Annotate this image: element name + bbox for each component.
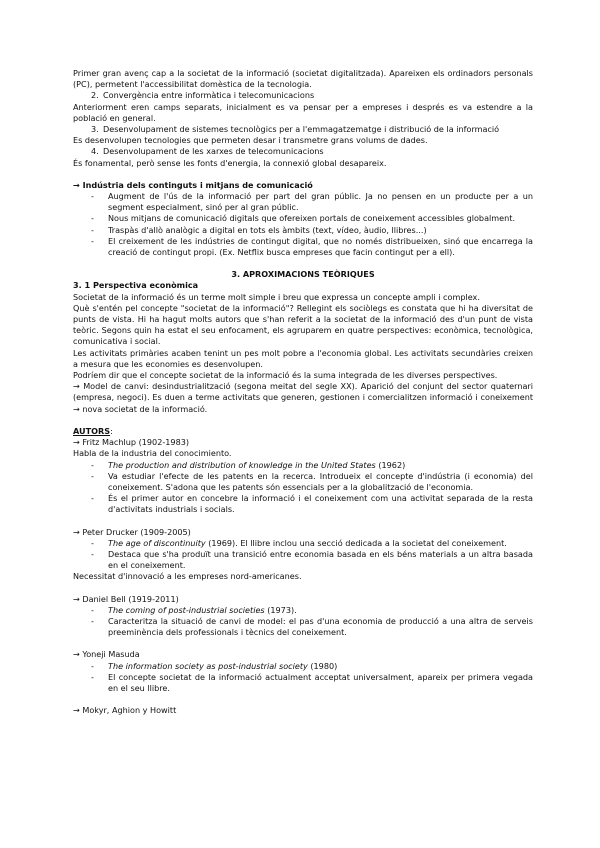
bullet-text: Traspàs d'allò analògic a digital en tots els àmbits (text, vídeo, àudio, llibres...) xyxy=(108,224,427,235)
bullet-item xyxy=(73,672,533,694)
document-page xyxy=(73,68,533,716)
item-text: Desenvolupament de sistemes tecnològics per a l'emmagatzematge i distribució de la informació xyxy=(103,124,500,135)
spacer xyxy=(73,516,533,527)
spacer xyxy=(73,638,533,649)
bullet-dash: - xyxy=(91,660,94,671)
bullet-text: Va estudiar l'efecte de les patents en la recerca. Introdueix el concepte d'indústria (i economia) del coneixement. S'adona que les patents són essencials per a la globalització de l'economia. xyxy=(108,470,533,492)
autors-colon: : xyxy=(110,425,113,436)
author-line: Habla de la industria del conocimiento. xyxy=(73,448,232,459)
spacer xyxy=(73,583,533,594)
book-year: (1962) xyxy=(375,459,406,470)
item-text: Convergència entre informàtica i telecomunicacions xyxy=(103,90,315,101)
bullet-text: Destaca que s'ha produït una transició entre economia basada en els béns materials a un altra basada en el coneixement. xyxy=(108,548,533,571)
author-name: → Daniel Bell (1919-2011) xyxy=(73,593,179,604)
bullet-item xyxy=(73,236,533,258)
section-paragraph: → Model de canvi: desindustrialització (segona meitat del segle XX). Aparició del conjunt del sector quaternari (empresa, negoci). Es duen a terme activitats que generen, gestionen i comercialitzen informació i coneixement → nova societat de la informació. xyxy=(73,381,533,414)
spacer xyxy=(73,258,533,269)
bullet-item xyxy=(73,605,533,616)
numbered-item-2 xyxy=(73,90,533,101)
spacer xyxy=(73,694,533,705)
book-title: The age of discontinuity xyxy=(108,537,206,548)
bullet-item xyxy=(73,471,533,493)
book-year: (1973). xyxy=(264,604,297,615)
spacer xyxy=(73,169,533,180)
bullet-dash: - xyxy=(91,615,94,626)
item-number: 3. xyxy=(91,124,99,135)
bullet-item xyxy=(73,493,533,515)
bullet-dash: - xyxy=(91,537,94,548)
spacer xyxy=(73,415,533,426)
bullet-dash: - xyxy=(91,671,94,682)
intro-paragraph-4: És fonamental, però sense les fonts d'energia, la connexió global desapareix. xyxy=(73,157,387,168)
bullet-text: El creixement de les indústries de contingut digital, que no només distribueixen, sinó que encarrega la creació de contingut propi. (Ex. Netflix busca empreses que facin contingut per a ell). xyxy=(108,235,533,258)
book-title: The production and distribution of knowledge in the United States xyxy=(108,459,376,470)
bullet-item xyxy=(73,191,533,213)
section-paragraph: Podríem dir que el concepte societat de la informació és la suma integrada de les diverses perspectives. xyxy=(73,370,498,381)
author-name: → Mokyr, Aghion y Howitt xyxy=(73,705,177,716)
numbered-item-3 xyxy=(73,124,533,135)
autors-label: AUTORS xyxy=(73,425,111,436)
item-number: 4. xyxy=(91,146,99,157)
section-paragraph: Què s'entén pel concepte "societat de la informació"? Rellegint els sociòlegs es constata que hi ha diversitat de punts de vista. Hi ha hagut molts autors que s'han referit a la societat de la informació des d'un punt de vista teòric. Segons quin ha estat el seu enfocament, els agruparem en quatre perspectives: econòmica, tecnològica, comunicativa i social. xyxy=(73,302,533,347)
numbered-item-4 xyxy=(73,146,533,157)
intro-paragraph-3: Es desenvolupen tecnologies que permeten desar i transmetre grans volums de dades. xyxy=(73,135,428,146)
section-paragraph: Les activitats primàries acaben tenint un pes molt pobre a l'economia global. Les activitats secundàries creixen a mesura que les economies es desenvolupen. xyxy=(73,347,533,369)
author-name: → Fritz Machlup (1902-1983) xyxy=(73,437,190,448)
book-title: The coming of post-industrial societies xyxy=(108,604,265,615)
bullet-item xyxy=(73,549,533,571)
autors-heading xyxy=(73,426,533,437)
bullet-item xyxy=(73,213,533,224)
bullet-item xyxy=(73,538,533,549)
section-subtitle: 3. 1 Perspectiva econòmica xyxy=(73,280,199,291)
bullet-text xyxy=(108,661,533,672)
bullet-dash: - xyxy=(91,493,94,504)
bullet-dash: - xyxy=(91,548,94,559)
bullet-dash: - xyxy=(91,470,94,481)
author-name: → Yoneji Masuda xyxy=(73,649,140,660)
intro-paragraph-1: Primer gran avenç cap a la societat de la informació (societat digitalitzada). Apareixen els ordinadors personals (PC), permetent l'accessibilitat domèstica de la tecnologia. xyxy=(73,68,533,90)
bullet-item xyxy=(73,225,533,236)
bullet-dash: - xyxy=(91,235,94,246)
bullet-text: Nous mitjans de comunicació digitals que ofereixen portals de coneixement accessibles globalment. xyxy=(108,213,516,224)
bullet-dash: - xyxy=(91,213,94,224)
industria-heading: → Indústria dels continguts i mitjans de comunicació xyxy=(73,179,313,190)
intro-paragraph-2: Anteriorment eren camps separats, inicialment es va pensar per a empreses i després es va estendre a la població en general. xyxy=(73,101,533,123)
bullet-text xyxy=(108,460,533,471)
bullet-item xyxy=(73,460,533,471)
bullet-text: Augment de l'ús de la informació per part del gran públic. Ja no pensen en un producte per a un segment especialment, sinó per al gran públic. xyxy=(108,191,533,213)
bullet-text xyxy=(108,538,533,549)
item-number: 2. xyxy=(91,90,99,101)
bullet-dash: - xyxy=(91,459,94,470)
item-text: Desenvolupament de les xarxes de telecomunicacions xyxy=(103,146,324,157)
section-title: 3. APROXIMACIONS TEÒRIQUES xyxy=(231,269,375,280)
bullet-dash: - xyxy=(91,224,94,235)
book-year: (1980) xyxy=(307,660,338,671)
bullet-text: Caracteritza la situació de canvi de model: el pas d'una economia de producció a una altra de serveis preeminència dels professionals i tècnics del coneixement. xyxy=(108,615,533,638)
book-year: (1969). El llibre inclou una secció dedicada a la societat del coneixement. xyxy=(205,537,507,548)
book-title: The information society as post-industrial society xyxy=(108,660,308,671)
section-paragraph: Societat de la informació és un terme molt simple i breu que expressa un concepte ampli i complex. xyxy=(73,291,480,302)
bullet-text: És el primer autor en concebre la informació i el coneixement com una activitat separada de la resta d'activitats industrials i socials. xyxy=(108,493,533,515)
author-name: → Peter Drucker (1909-2005) xyxy=(73,526,191,537)
bullet-text: El concepte societat de la informació actualment acceptat universalment, apareix per primera vegada en el seu llibre. xyxy=(108,671,533,693)
bullet-item xyxy=(73,616,533,638)
author-note: Necessitat d'innovació a les empreses nord-americanes. xyxy=(73,571,302,582)
bullet-item xyxy=(73,661,533,672)
bullet-dash: - xyxy=(91,191,94,202)
bullet-dash: - xyxy=(91,604,94,615)
bullet-text xyxy=(108,605,533,616)
